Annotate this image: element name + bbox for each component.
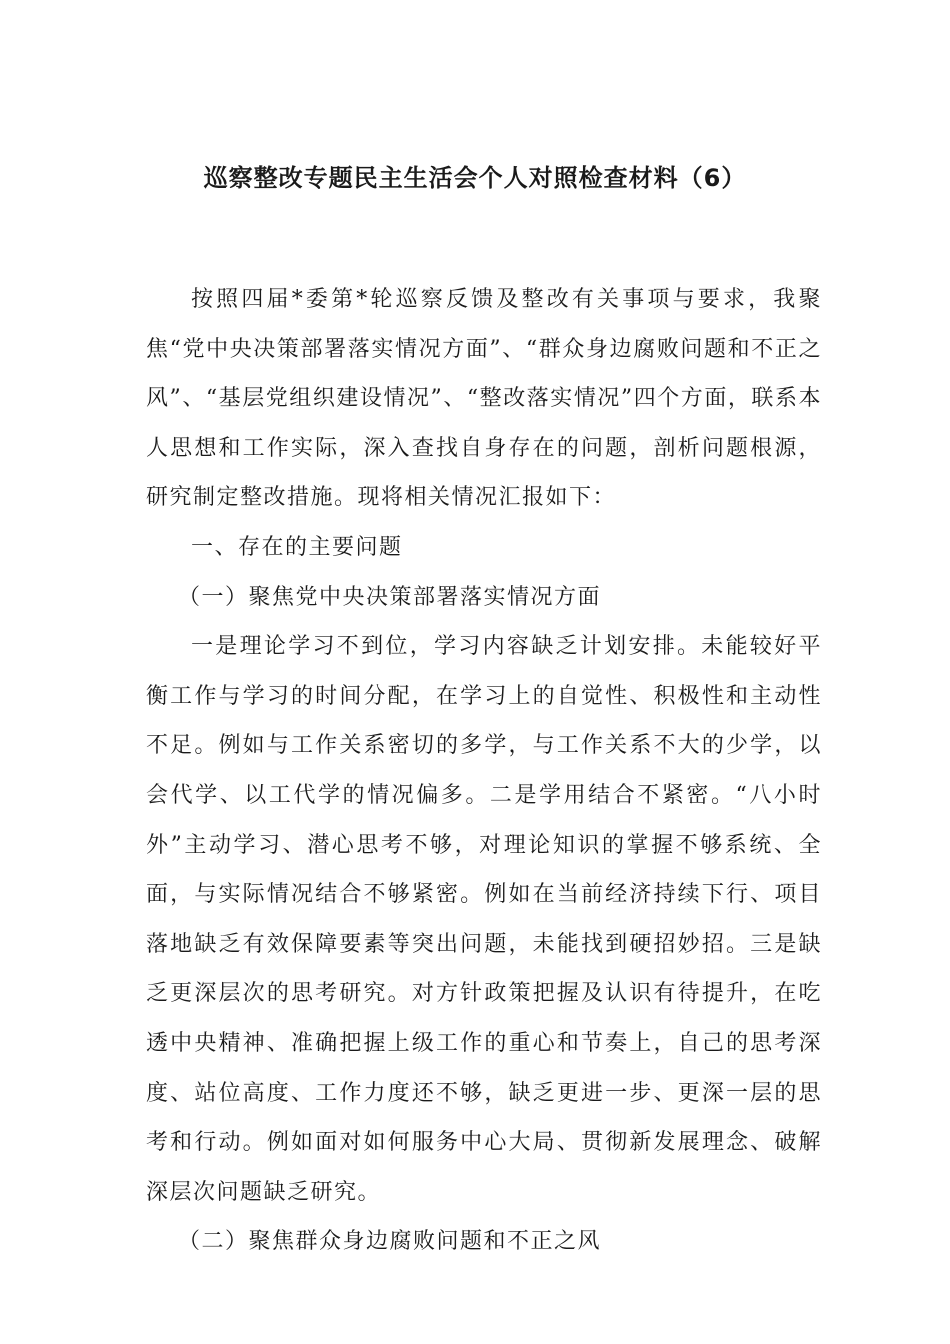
subsection-heading-2: （二）聚焦群众身边腐败问题和不正之风 (178, 1229, 602, 1255)
subsection-heading-1: （一）聚焦党中央决策部署落实情况方面 (178, 584, 602, 610)
document-title: 巡察整改专题民主生活会个人对照检查材料（6） (203, 164, 747, 192)
section-heading-problems: 一、存在的主要问题 (191, 534, 403, 560)
document-body (146, 275, 822, 1267)
problems-paragraph-1: 一是理论学习不到位，学习内容缺乏计划安排。未能较好平衡工作与学习的时间分配，在学习上的自觉性、积极性和主动性不足。例如与工作关系密切的多学，与工作关系不大的少学，以会代学、以工代学的情况偏多。二是学用结合不紧密。“八小时外”主动学习、潜心思考不够，对理论知识的掌握不够系统、全面，与实际情况结合不够紧密。例如在当前经济持续下行、项目落地缺乏有效保障要素等突出问题，未能找到硬招妙招。三是缺乏更深层次的思考研究。对方针政策把握及认识有待提升，在吃透中央精神、准确把握上级工作的重心和节奏上，自己的思考深度、站位高度、工作力度还不够，缺乏更进一步、更深一层的思考和行动。例如面对如何服务中心大局、贯彻新发展理念、破解深层次问题缺乏研究。 (146, 634, 822, 1205)
intro-paragraph: 按照四届*委第*轮巡察反馈及整改有关事项与要求，我聚焦“党中央决策部署落实情况方面”、“群众身边腐败问题和不正之风”、“基层党组织建设情况”、“整改落实情况”四个方面，联系本人思想和工作实际，深入查找自身存在的问题，剖析问题根源，研究制定整改措施。现将相关情况汇报如下： (146, 287, 822, 511)
